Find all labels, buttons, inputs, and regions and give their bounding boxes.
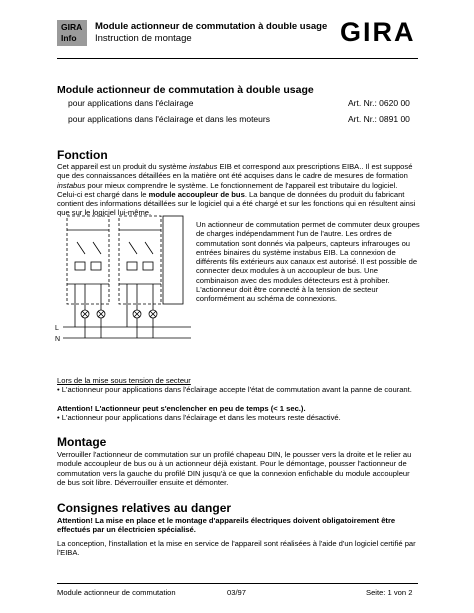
mains-warning: Attention! L'actionneur peut s'enclencher en peu de temps (< 1 sec.). <box>57 404 306 413</box>
danger-heading: Consignes relatives au danger <box>57 501 232 515</box>
product-title: Module actionneur de commutation à double usage <box>57 84 314 96</box>
footer-center: 03/97 <box>227 588 247 597</box>
mains-bullet-2: • L'actionneur pour applications dans l'éclairage et dans les moteurs reste désactivé. <box>57 413 341 422</box>
gira-info-badge <box>57 20 87 46</box>
badge-line1: GIRA <box>61 22 83 32</box>
product-row-label-1: pour applications dans l'éclairage <box>68 98 194 108</box>
mains-heading: Lors de la mise sous tension de secteur <box>57 376 191 385</box>
product-row-art-2: Art. Nr.: 0891 00 <box>348 114 410 124</box>
mains-bullet-1: • L'actionneur pour applications dans l'éclairage accepte l'état de commutation avant la panne de courant. <box>57 385 412 394</box>
header-subtitle: Instruction de montage <box>95 33 192 44</box>
badge-line2: Info <box>61 33 77 43</box>
footer-left: Module actionneur de commutation <box>57 588 176 597</box>
fonction-paragraph-1: Cet appareil est un produit du système instabus EIB et correspond aux prescriptions EIBA.. Il est supposé que des connaissances détaillées en la matière ont été acquises dans le cadre de mesures de formation instabus pour mieux comprendre le système. Le fonctionnement de l'appareil est tributaire du logiciel. Celui-ci est chargé dans le module accoupleur de bus. La banque de données du produit du fabricant contient des informations détaillées sur le logiciel qui a été chargé et sur les fonctions qui en résultent ainsi que sur le logiciel lui-même. <box>57 162 416 218</box>
diagram-label-n: N <box>55 336 61 343</box>
header-rule <box>57 58 418 59</box>
gira-logo: GIRA <box>340 17 416 47</box>
product-row-art-1: Art. Nr.: 0620 00 <box>348 98 410 108</box>
fonction-heading: Fonction <box>57 148 108 162</box>
header-title: Module actionneur de commutation à double usage <box>95 21 328 32</box>
footer-page: Seite: 1 von 2 <box>366 588 413 597</box>
danger-text: La conception, l'installation et la mise en service de l'appareil sont réalisées à l'aide d'un logiciel certifié par l'EIBA. <box>57 539 416 558</box>
product-row-label-2: pour applications dans l'éclairage et dans les moteurs <box>68 114 270 124</box>
danger-warning: Attention! La mise en place et le montage d'appareils électriques doivent obligatoirement être effectués par un électricien spécialisé. <box>57 516 396 535</box>
footer-rule <box>57 583 418 584</box>
montage-heading: Montage <box>57 435 107 449</box>
fonction-paragraph-2: Un actionneur de commutation permet de commuter deux groupes de charges indépendamment l'un de l'autre. Les ordres de commutation sont donnés via palpeurs, capteurs infrarouges ou entrées binaires du système instabus EIB. La connexion de différents fils extérieurs aux canaux est autorisé. Il est possible de connecter deux modules à un accoupleur de bus. Une combinaison avec des modules détecteurs est à prohiber. L'actionneur doit être connecté à la tension de secteur conformément au schéma de connexions. <box>196 220 420 304</box>
diagram-label-l: L <box>55 325 59 332</box>
wiring-diagram <box>55 212 195 347</box>
montage-text: Verrouiller l'actionneur de commutation sur un profilé chapeau DIN, le pousser vers la droite et le relier au module accoupleur de bus ou à un actionneur déjà existant. Pour le démontage, pousser l'actionneur de commutation vers la gauche du profilé DIN jusqu'à ce que la connexion enfichable du module accoupleur de bus soit libre. Déverrouiller ensuite et démonter. <box>57 450 412 487</box>
